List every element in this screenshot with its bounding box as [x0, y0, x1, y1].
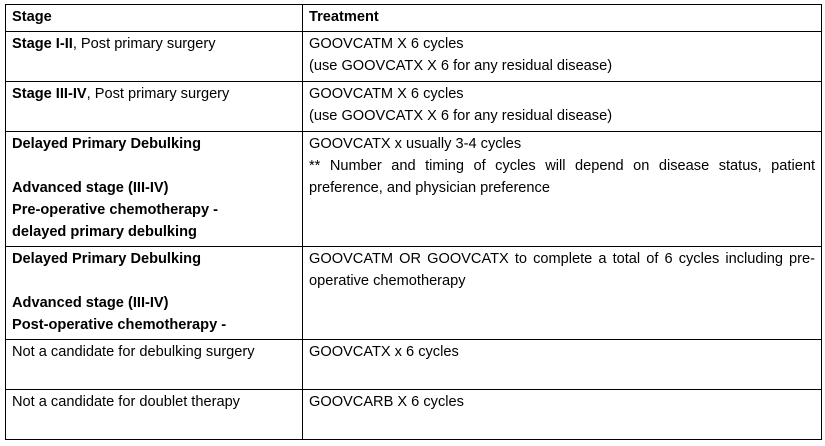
stage-line: Post-operative chemotherapy - [12, 317, 227, 333]
header-row [6, 5, 822, 32]
stage-cell [6, 390, 303, 440]
table-row [6, 32, 822, 82]
stage-line: Advanced stage (III-IV) [12, 180, 169, 196]
stage-line: Not a candidate for doublet therapy [12, 394, 240, 410]
stage-cell [6, 82, 303, 132]
stage-normal-text: , Post primary surgery [72, 36, 216, 52]
treatment-line: GOOVCATM OR GOOVCATX to complete a total of 6 cycles including pre-operative chemotherapy [309, 251, 815, 289]
stage-bold-text: Stage III-IV [12, 86, 87, 102]
stage-line: delayed primary debulking [12, 224, 197, 240]
stage-line: Pre-operative chemotherapy - [12, 202, 219, 218]
table-row [6, 340, 822, 390]
stage-line [12, 83, 296, 105]
stage-cell [6, 340, 303, 390]
treatment-header: Treatment [303, 5, 822, 32]
stage-header: Stage [6, 5, 303, 32]
treatment-line: GOOVCATX x usually 3-4 cycles [309, 136, 522, 152]
table-row [6, 132, 822, 247]
stage-line [12, 33, 296, 55]
treatment-table [5, 4, 822, 440]
treatment-line: GOOVCATM X 6 cycles [309, 36, 464, 52]
treatment-note: ** Number and timing of cycles will depend on disease status, patient preference, and physician preference [309, 158, 815, 196]
stage-line: Delayed Primary Debulking [12, 136, 201, 152]
stage-cell [6, 247, 303, 340]
stage-line: Delayed Primary Debulking [12, 251, 201, 267]
stage-blank-line [12, 270, 296, 292]
stage-bold-text: Stage I-II [12, 36, 73, 52]
treatment-cell [303, 247, 822, 340]
treatment-line: (use GOOVCATX X 6 for any residual disease) [309, 108, 613, 124]
treatment-cell [303, 340, 822, 390]
treatment-cell [303, 132, 822, 247]
table-row [6, 82, 822, 132]
stage-line: Not a candidate for debulking surgery [12, 344, 255, 360]
table-row [6, 390, 822, 440]
treatment-cell [303, 82, 822, 132]
treatment-cell [303, 390, 822, 440]
table-row [6, 247, 822, 340]
treatment-line: GOOVCATX x 6 cycles [309, 344, 459, 360]
stage-line: Advanced stage (III-IV) [12, 295, 169, 311]
stage-normal-text: , Post primary surgery [86, 86, 230, 102]
treatment-line: GOOVCATM X 6 cycles [309, 86, 464, 102]
stage-blank-line [12, 155, 296, 177]
treatment-line: (use GOOVCATX X 6 for any residual disease) [309, 58, 613, 74]
treatment-cell [303, 32, 822, 82]
stage-cell [6, 32, 303, 82]
treatment-line: GOOVCARB X 6 cycles [309, 394, 464, 410]
stage-cell [6, 132, 303, 247]
